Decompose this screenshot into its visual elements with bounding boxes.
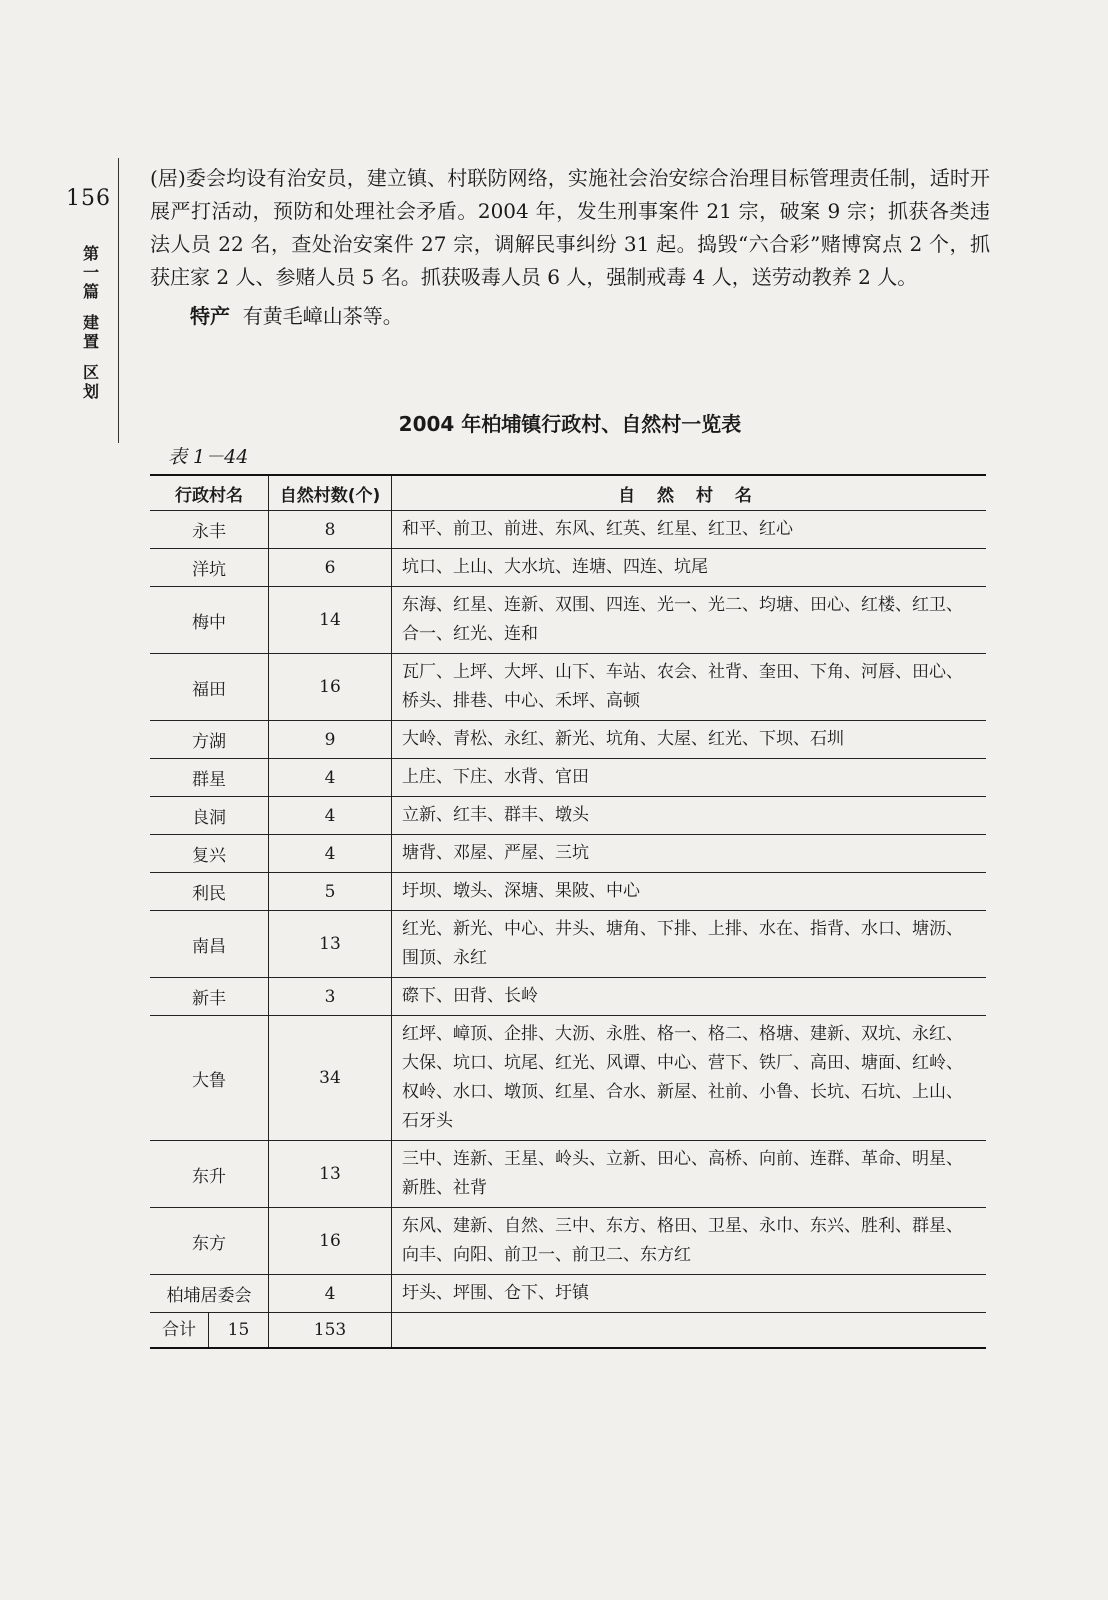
total-empty: [392, 1313, 987, 1349]
natural-village-count: 4: [269, 759, 392, 797]
chapter-char: 区: [82, 363, 99, 382]
table-number: 表 1－44: [168, 446, 249, 468]
chapter-char: 置: [82, 332, 99, 351]
natural-village-count: 16: [269, 654, 392, 721]
header-natural-count: 自然村数(个): [269, 475, 392, 511]
natural-village-count: 3: [269, 978, 392, 1016]
header-natural-names: 自 然 村 名: [392, 475, 987, 511]
table-row: [150, 759, 986, 797]
admin-village-name: 东升: [150, 1141, 269, 1208]
natural-village-names: 圩头、坪围、仓下、圩镇: [392, 1275, 987, 1313]
chapter-char: 建: [82, 313, 99, 332]
body-text: [150, 162, 990, 333]
natural-village-count: 9: [269, 721, 392, 759]
table-row: [150, 1275, 986, 1313]
header-admin-village: 行政村名: [150, 475, 269, 511]
natural-village-names: 上庄、下庄、水背、官田: [392, 759, 987, 797]
table-row: [150, 587, 986, 654]
table-row: [150, 654, 986, 721]
natural-village-names: 大岭、青松、永红、新光、坑角、大屋、红光、下坝、石圳: [392, 721, 987, 759]
natural-village-count: 16: [269, 1208, 392, 1275]
natural-village-names: 立新、红丰、群丰、墩头: [392, 797, 987, 835]
table-row: [150, 721, 986, 759]
admin-village-name: 洋坑: [150, 549, 269, 587]
admin-village-name: 方湖: [150, 721, 269, 759]
natural-village-count: 4: [269, 835, 392, 873]
natural-village-names: 红光、新光、中心、井头、塘角、下排、上排、水在、指背、水口、塘沥、围顶、永红: [392, 911, 987, 978]
admin-village-name: 群星: [150, 759, 269, 797]
admin-village-name: 良洞: [150, 797, 269, 835]
admin-village-name: 永丰: [150, 511, 269, 549]
table-row: [150, 511, 986, 549]
natural-village-names: 红坪、嶂顶、企排、大沥、永胜、格一、格二、格塘、建新、双坑、永红、大保、坑口、坑尾、红光、风谭、中心、营下、铁厂、高田、塘面、红岭、权岭、水口、墩顶、红星、合水、新屋、社前、小鲁、长坑、石坑、上山、石牙头: [392, 1016, 987, 1141]
chapter-char: 篇: [82, 282, 99, 301]
specialty-label: 特产: [190, 304, 230, 328]
admin-village-name: 大鲁: [150, 1016, 269, 1141]
admin-village-name: 复兴: [150, 835, 269, 873]
natural-village-names: 东风、建新、自然、三中、东方、格田、卫星、永巾、东兴、胜利、群星、向丰、向阳、前卫一、前卫二、东方红: [392, 1208, 987, 1275]
natural-village-names: 东海、红星、连新、双围、四连、光一、光二、均塘、田心、红楼、红卫、合一、红光、连和: [392, 587, 987, 654]
total-label: 合计: [150, 1313, 209, 1347]
natural-village-names: 和平、前卫、前进、东风、红英、红星、红卫、红心: [392, 511, 987, 549]
total-admin-count: 15: [227, 1320, 250, 1340]
admin-village-name: 梅中: [150, 587, 269, 654]
natural-village-count: 13: [269, 1141, 392, 1208]
natural-village-count: 8: [269, 511, 392, 549]
admin-village-name: 南昌: [150, 911, 269, 978]
margin-rule: [118, 158, 119, 443]
natural-village-count: 4: [269, 1275, 392, 1313]
admin-village-name: 东方: [150, 1208, 269, 1275]
natural-village-count: 6: [269, 549, 392, 587]
table-row: [150, 978, 986, 1016]
table-row: [150, 797, 986, 835]
total-natural-count: 153: [269, 1313, 392, 1349]
natural-village-names: 瓦厂、上坪、大坪、山下、车站、农会、社背、奎田、下角、河唇、田心、桥头、排巷、中心、禾坪、高顿: [392, 654, 987, 721]
paragraph: (居)委会均设有治安员，建立镇、村联防网络，实施社会治安综合治理目标管理责任制，适时开展严打活动，预防和处理社会矛盾。2004 年，发生刑事案件 21 宗，破案 9 宗；抓获各类违法人员 22 名，查处治安案件 27 宗，调解民事纠纷 31 起。捣毁“六合彩”赌博窝点 2 个，抓获庄家 2 人、参赌人员 5 名。抓获吸毒人员 6 人，强制戒毒 4 人，送劳动教养 2 人。: [150, 166, 990, 289]
total-row: [150, 1313, 986, 1349]
admin-village-name: 新丰: [150, 978, 269, 1016]
admin-village-name: 柏埔居委会: [150, 1275, 269, 1313]
natural-village-count: 13: [269, 911, 392, 978]
chapter-char: 第: [82, 244, 99, 263]
natural-village-names: 坑口、上山、大水坑、连塘、四连、坑尾: [392, 549, 987, 587]
page-number: 156: [66, 186, 111, 211]
table-row: [150, 873, 986, 911]
specialty-text: 有黄毛嶂山茶等。: [242, 304, 403, 328]
table-row: [150, 911, 986, 978]
table-row: [150, 835, 986, 873]
admin-village-name: 福田: [150, 654, 269, 721]
villages-table: [150, 474, 986, 1349]
natural-village-count: 14: [269, 587, 392, 654]
specialty-paragraph: [150, 300, 990, 333]
natural-village-count: 4: [269, 797, 392, 835]
table-row: [150, 549, 986, 587]
admin-village-name: 利民: [150, 873, 269, 911]
table-row: [150, 1141, 986, 1208]
table-header-row: [150, 475, 986, 511]
total-label-cell: [150, 1313, 269, 1349]
table-row: [150, 1208, 986, 1275]
natural-village-names: 三中、连新、王星、岭头、立新、田心、高桥、向前、连群、革命、明星、新胜、社背: [392, 1141, 987, 1208]
natural-village-count: 5: [269, 873, 392, 911]
natural-village-count: 34: [269, 1016, 392, 1141]
table-title: 2004 年柏埔镇行政村、自然村一览表: [398, 412, 742, 436]
natural-village-names: 塘背、邓屋、严屋、三坑: [392, 835, 987, 873]
chapter-label: [80, 244, 102, 401]
chapter-char: 划: [82, 382, 99, 401]
natural-village-names: 圩坝、墩头、深塘、果陂、中心: [392, 873, 987, 911]
natural-village-names: 磜下、田背、长岭: [392, 978, 987, 1016]
chapter-char: 一: [82, 263, 99, 282]
table-row: [150, 1016, 986, 1141]
